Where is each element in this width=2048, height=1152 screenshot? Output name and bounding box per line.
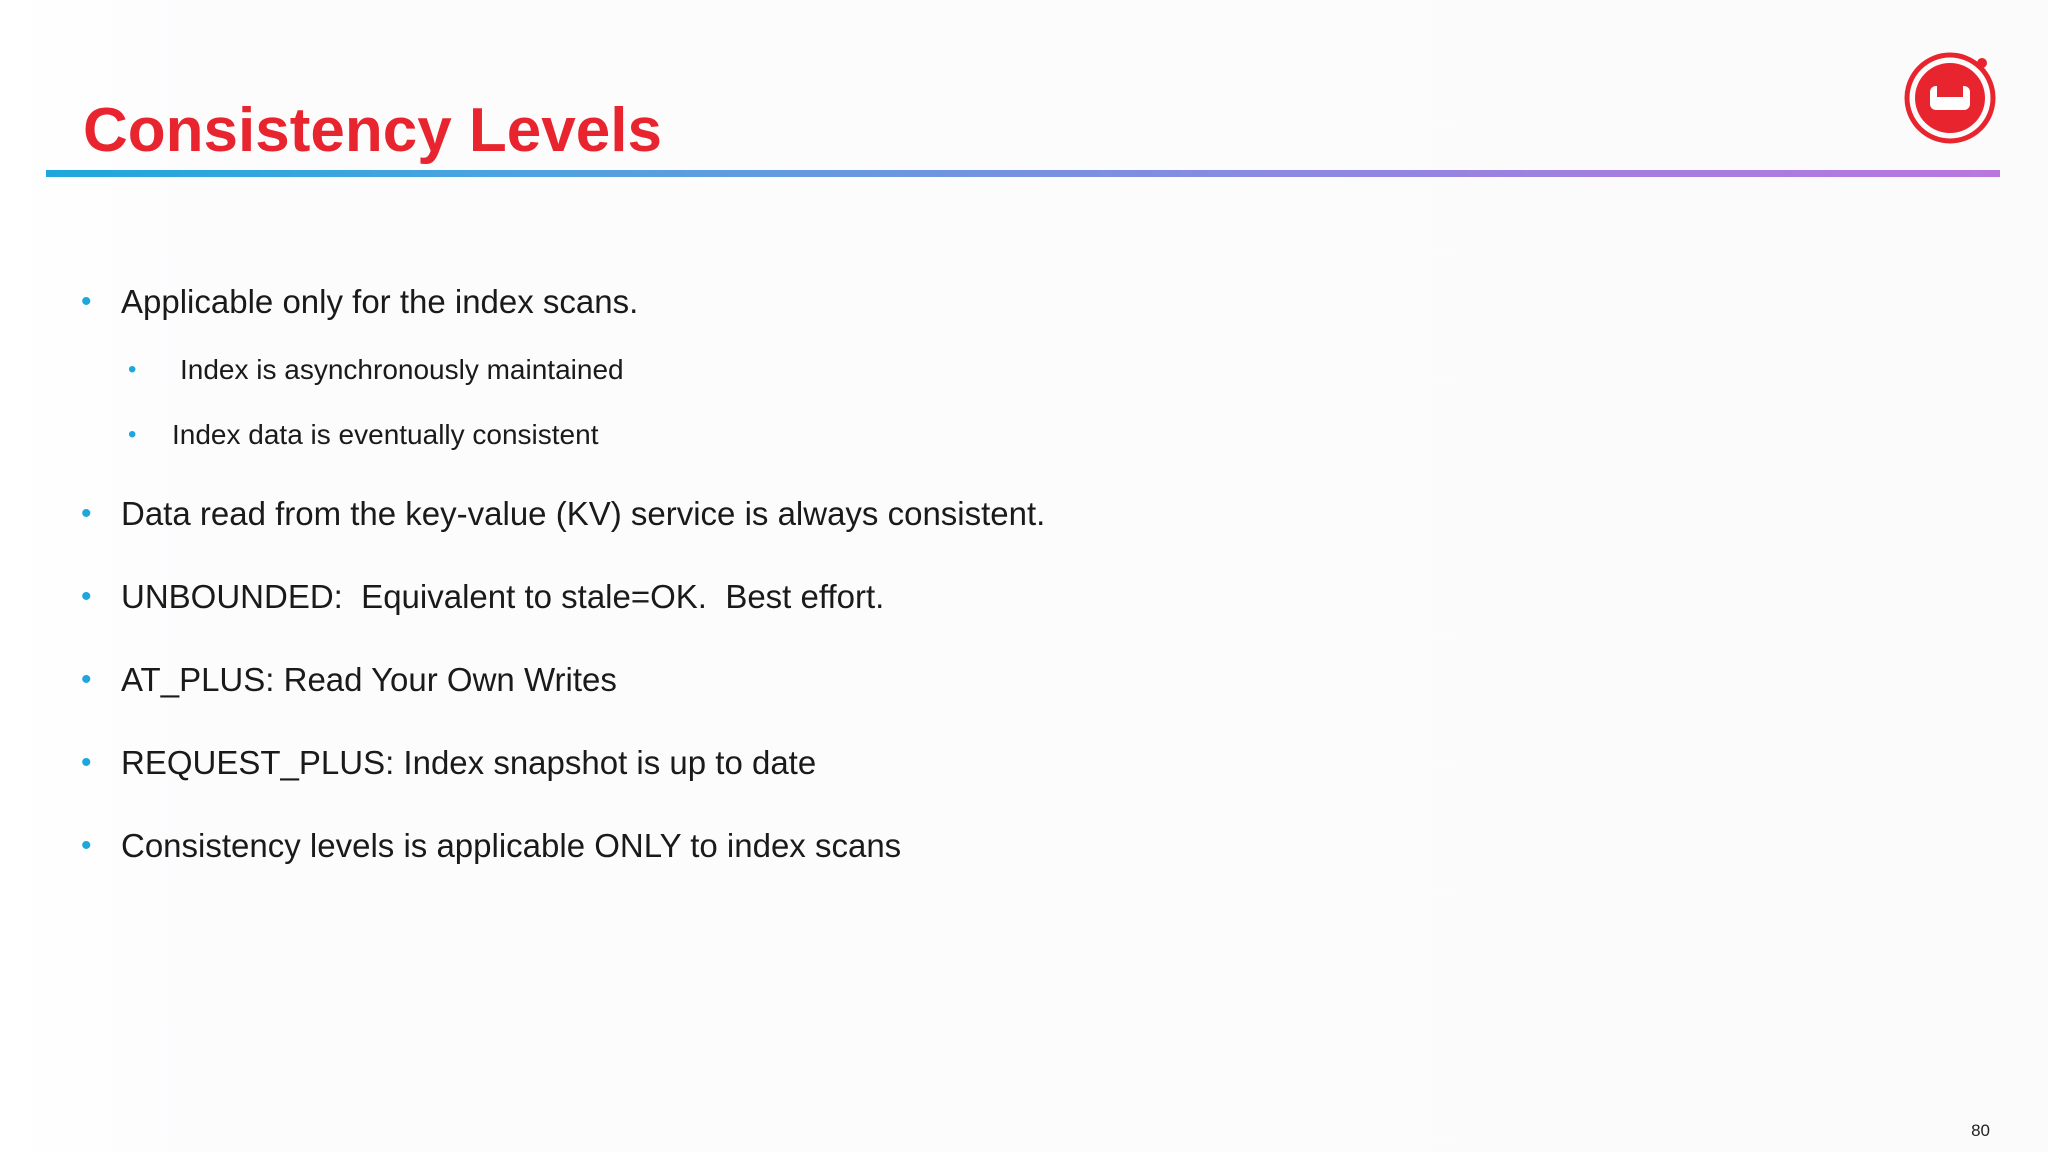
bullet-text: Consistency levels is applicable ONLY to index scans [121, 827, 902, 864]
page-number: 80 [1971, 1121, 1990, 1140]
bullet-text: REQUEST_PLUS: Index snapshot is up to date [121, 744, 817, 781]
bullet-text: Index is asynchronously maintained [180, 354, 624, 385]
bullet-marker: • [81, 580, 92, 613]
bullet-text: AT_PLUS: Read Your Own Writes [121, 661, 617, 698]
bullet-marker: • [128, 421, 137, 448]
bullet-marker: • [81, 663, 92, 696]
bullet-text: Data read from the key-value (KV) service is always consistent. [121, 495, 1046, 532]
bullet-text: UNBOUNDED: Equivalent to stale=OK. Best effort. [121, 578, 885, 615]
slide-title: Consistency Levels [83, 96, 662, 165]
sub-bullet-item [128, 417, 599, 453]
sub-bullet-item [128, 352, 624, 388]
bullet-marker: • [81, 829, 92, 862]
bullet-marker: • [81, 746, 92, 779]
bullet-text: Applicable only for the index scans. [121, 283, 639, 320]
bullet-item [81, 826, 902, 866]
bullet-item [81, 577, 885, 617]
bullet-item [81, 282, 639, 322]
bullet-marker: • [81, 285, 92, 318]
bullet-item [81, 743, 817, 783]
bullet-item [81, 660, 617, 700]
bullet-marker: • [81, 497, 92, 530]
bullet-item [81, 494, 1046, 534]
bullet-text: Index data is eventually consistent [172, 419, 599, 450]
bullet-marker: • [128, 356, 137, 383]
